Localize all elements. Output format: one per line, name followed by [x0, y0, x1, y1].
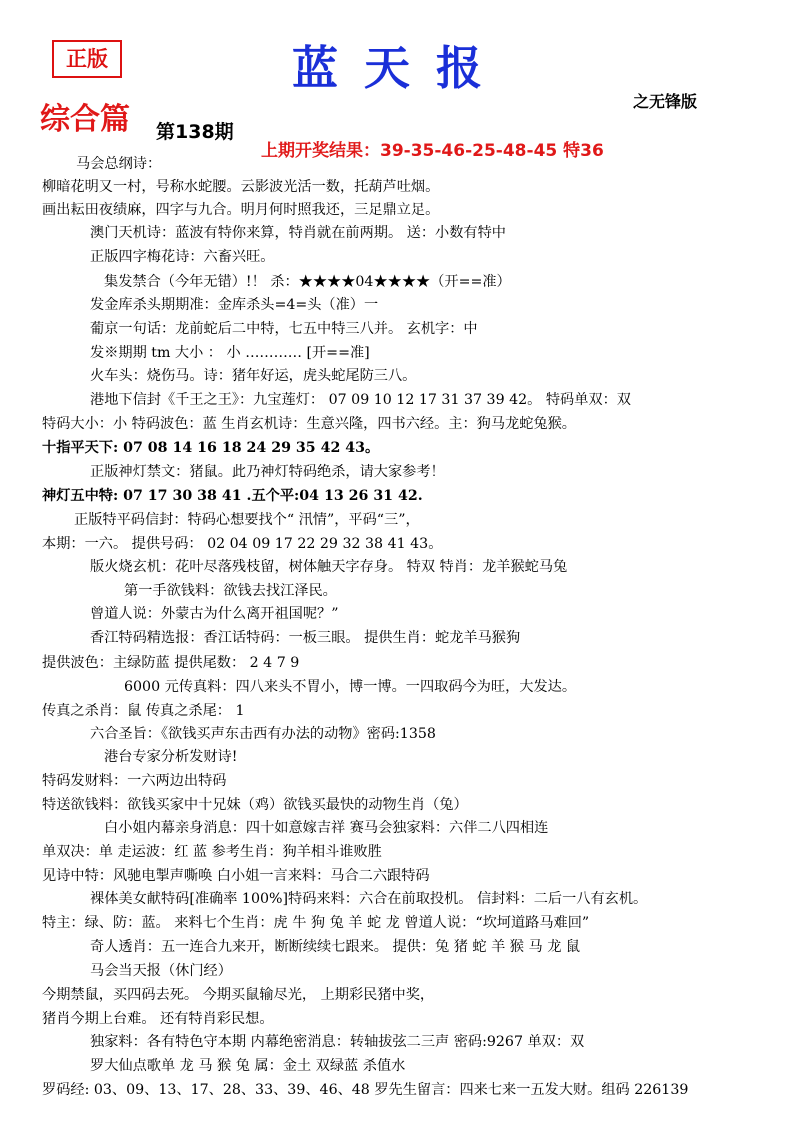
text-line: 六合圣旨：《欲钱买声东击西有办法的动物》密码:1358	[90, 726, 436, 742]
text-line: 本期：一六。 提供号码： 02 04 09 17 22 29 32 38 41 43。	[42, 536, 443, 552]
text-line: 奇人透肖：五一连合九来开，断断续续七跟来。 提供：兔 猪 蛇 羊 猴 马 龙 鼠	[90, 939, 581, 955]
last-draw-result: 上期开奖结果：39-35-46-25-48-45 特36	[261, 141, 604, 161]
text-line: 正版神灯禁文：猪鼠。此乃神灯特码绝杀，请大家参考！	[90, 464, 445, 480]
text-line: 特送欲钱料：欲钱买家中十兄妹（鸡）欲钱买最快的动物生肖（兔）	[42, 797, 468, 813]
text-line: 裸体美女献特码[准确率 100%]特码来料：六合在前取投机。 信封料：二后一八有玄机。	[90, 891, 648, 907]
section-title: 综合篇	[40, 102, 130, 137]
text-line: 正版特平码信封：特码心想要找个“ 汛情”，平码“三”，	[74, 512, 420, 528]
edition-label: 之无锋版	[633, 92, 698, 111]
text-line: 港地下信封《千王之王》：九宝莲灯： 07 09 10 12 17 31 37 39 42。 特码单双：双	[90, 392, 631, 408]
text-line: 发金库杀头期期准：金库杀头=4=头（准）一	[90, 297, 379, 313]
text-line: 十指平天下: 07 08 14 16 18 24 29 35 42 43。	[42, 440, 380, 456]
text-line: 马会总纲诗：	[76, 156, 162, 172]
text-line: 曾道人说：外蒙古为什么离开祖国呢？”	[90, 606, 339, 622]
text-line: 香江特码精选报：香江话特码：一板三眼。 提供生肖：蛇龙羊马猴狗	[90, 630, 521, 646]
text-line: 火车头：烧伤马。诗：猪年好运，虎头蛇尾防三八。	[90, 368, 417, 384]
text-line: 今期禁鼠，买四码去死。 今期买鼠输尽光， 上期彩民猪中奖，	[42, 987, 435, 1003]
text-line: 神灯五中特: 07 17 30 38 41 .五个平:04 13 26 31 42.	[42, 488, 423, 504]
text-line: 港台专家分析发财诗!	[104, 749, 238, 765]
text-line: 特码发财料：一六两边出特码	[42, 773, 227, 789]
text-line: 正版四字梅花诗：六畜兴旺。	[90, 249, 275, 265]
text-line: 提供波色：主绿防蓝 提供尾数： 2 4 7 9	[42, 655, 300, 671]
text-line: 画出耘田夜绩麻，四字与九合。明月何时照我还，三足鼎立足。	[42, 202, 440, 218]
text-line: 马会当天报（休门经）	[90, 963, 232, 979]
text-line: 见诗中特：风驰电掣声嘶唤 白小姐一言来料：马合二六跟特码	[42, 868, 430, 884]
text-line: 白小姐内幕亲身消息：四十如意嫁吉祥 赛马会独家料：六伴二八四相连	[104, 820, 549, 836]
text-line: 柳暗花明又一村，号称水蛇腰。云影波光活一数，托葫芦吐烟。	[42, 179, 440, 195]
text-line: 第一手欲钱料：欲钱去找江泽民。	[124, 583, 337, 599]
text-line: 葡京一句话：龙前蛇后二中特，七五中特三八并。 玄机字：中	[90, 321, 478, 337]
text-line: 独家料：各有特色守本期 内幕绝密消息：转轴拔弦二三声 密码:9267 单双：双	[90, 1034, 585, 1050]
text-line: 6000 元传真料：四八来头不胃小，博一博。一四取码今为旺，大发达。	[124, 679, 577, 695]
text-line: 澳门天机诗：蓝波有特你来算，特肖就在前两期。 送：小数有特中	[90, 225, 506, 241]
text-line: 特码大小：小 特码波色：蓝 生肖玄机诗：生意兴隆，四书六经。主：狗马龙蛇兔猴。	[42, 416, 576, 432]
text-line: 传真之杀肖：鼠 传真之杀尾： 1	[42, 703, 245, 719]
text-line: 集发禁合（今年无错）!！ 杀：★★★★04★★★★（开==准）	[104, 274, 511, 290]
text-line: 特主：绿、防：蓝。 来料七个生肖：虎 牛 狗 兔 羊 蛇 龙 曾道人说：“坎坷道路马难回”	[42, 915, 590, 931]
text-line: 发※期期 tm 大小 ： 小 ………… [开==准]	[90, 345, 370, 361]
text-line: 罗码经: 03、09、13、17、28、33、39、46、48 罗先生留言：四来七来一五发大财。组码 226139	[42, 1082, 689, 1098]
text-line: 罗大仙点歌单 龙 马 猴 兔 属：金土 双绿蓝 杀值水	[90, 1058, 406, 1074]
text-line: 猪肖今期上台难。 还有特肖彩民想。	[42, 1011, 274, 1027]
issue-number: 第138期	[156, 121, 234, 143]
page-title: 蓝天报	[292, 41, 508, 95]
text-line: 版火烧玄机：花叶尽落残枝留，树体触天字存身。 特双 特肖：龙羊猴蛇马兔	[90, 559, 568, 575]
genuine-badge: 正版	[52, 40, 122, 78]
text-line: 单双决：单 走运波：红 蓝 参考生肖：狗羊相斗谁败胜	[42, 844, 382, 860]
